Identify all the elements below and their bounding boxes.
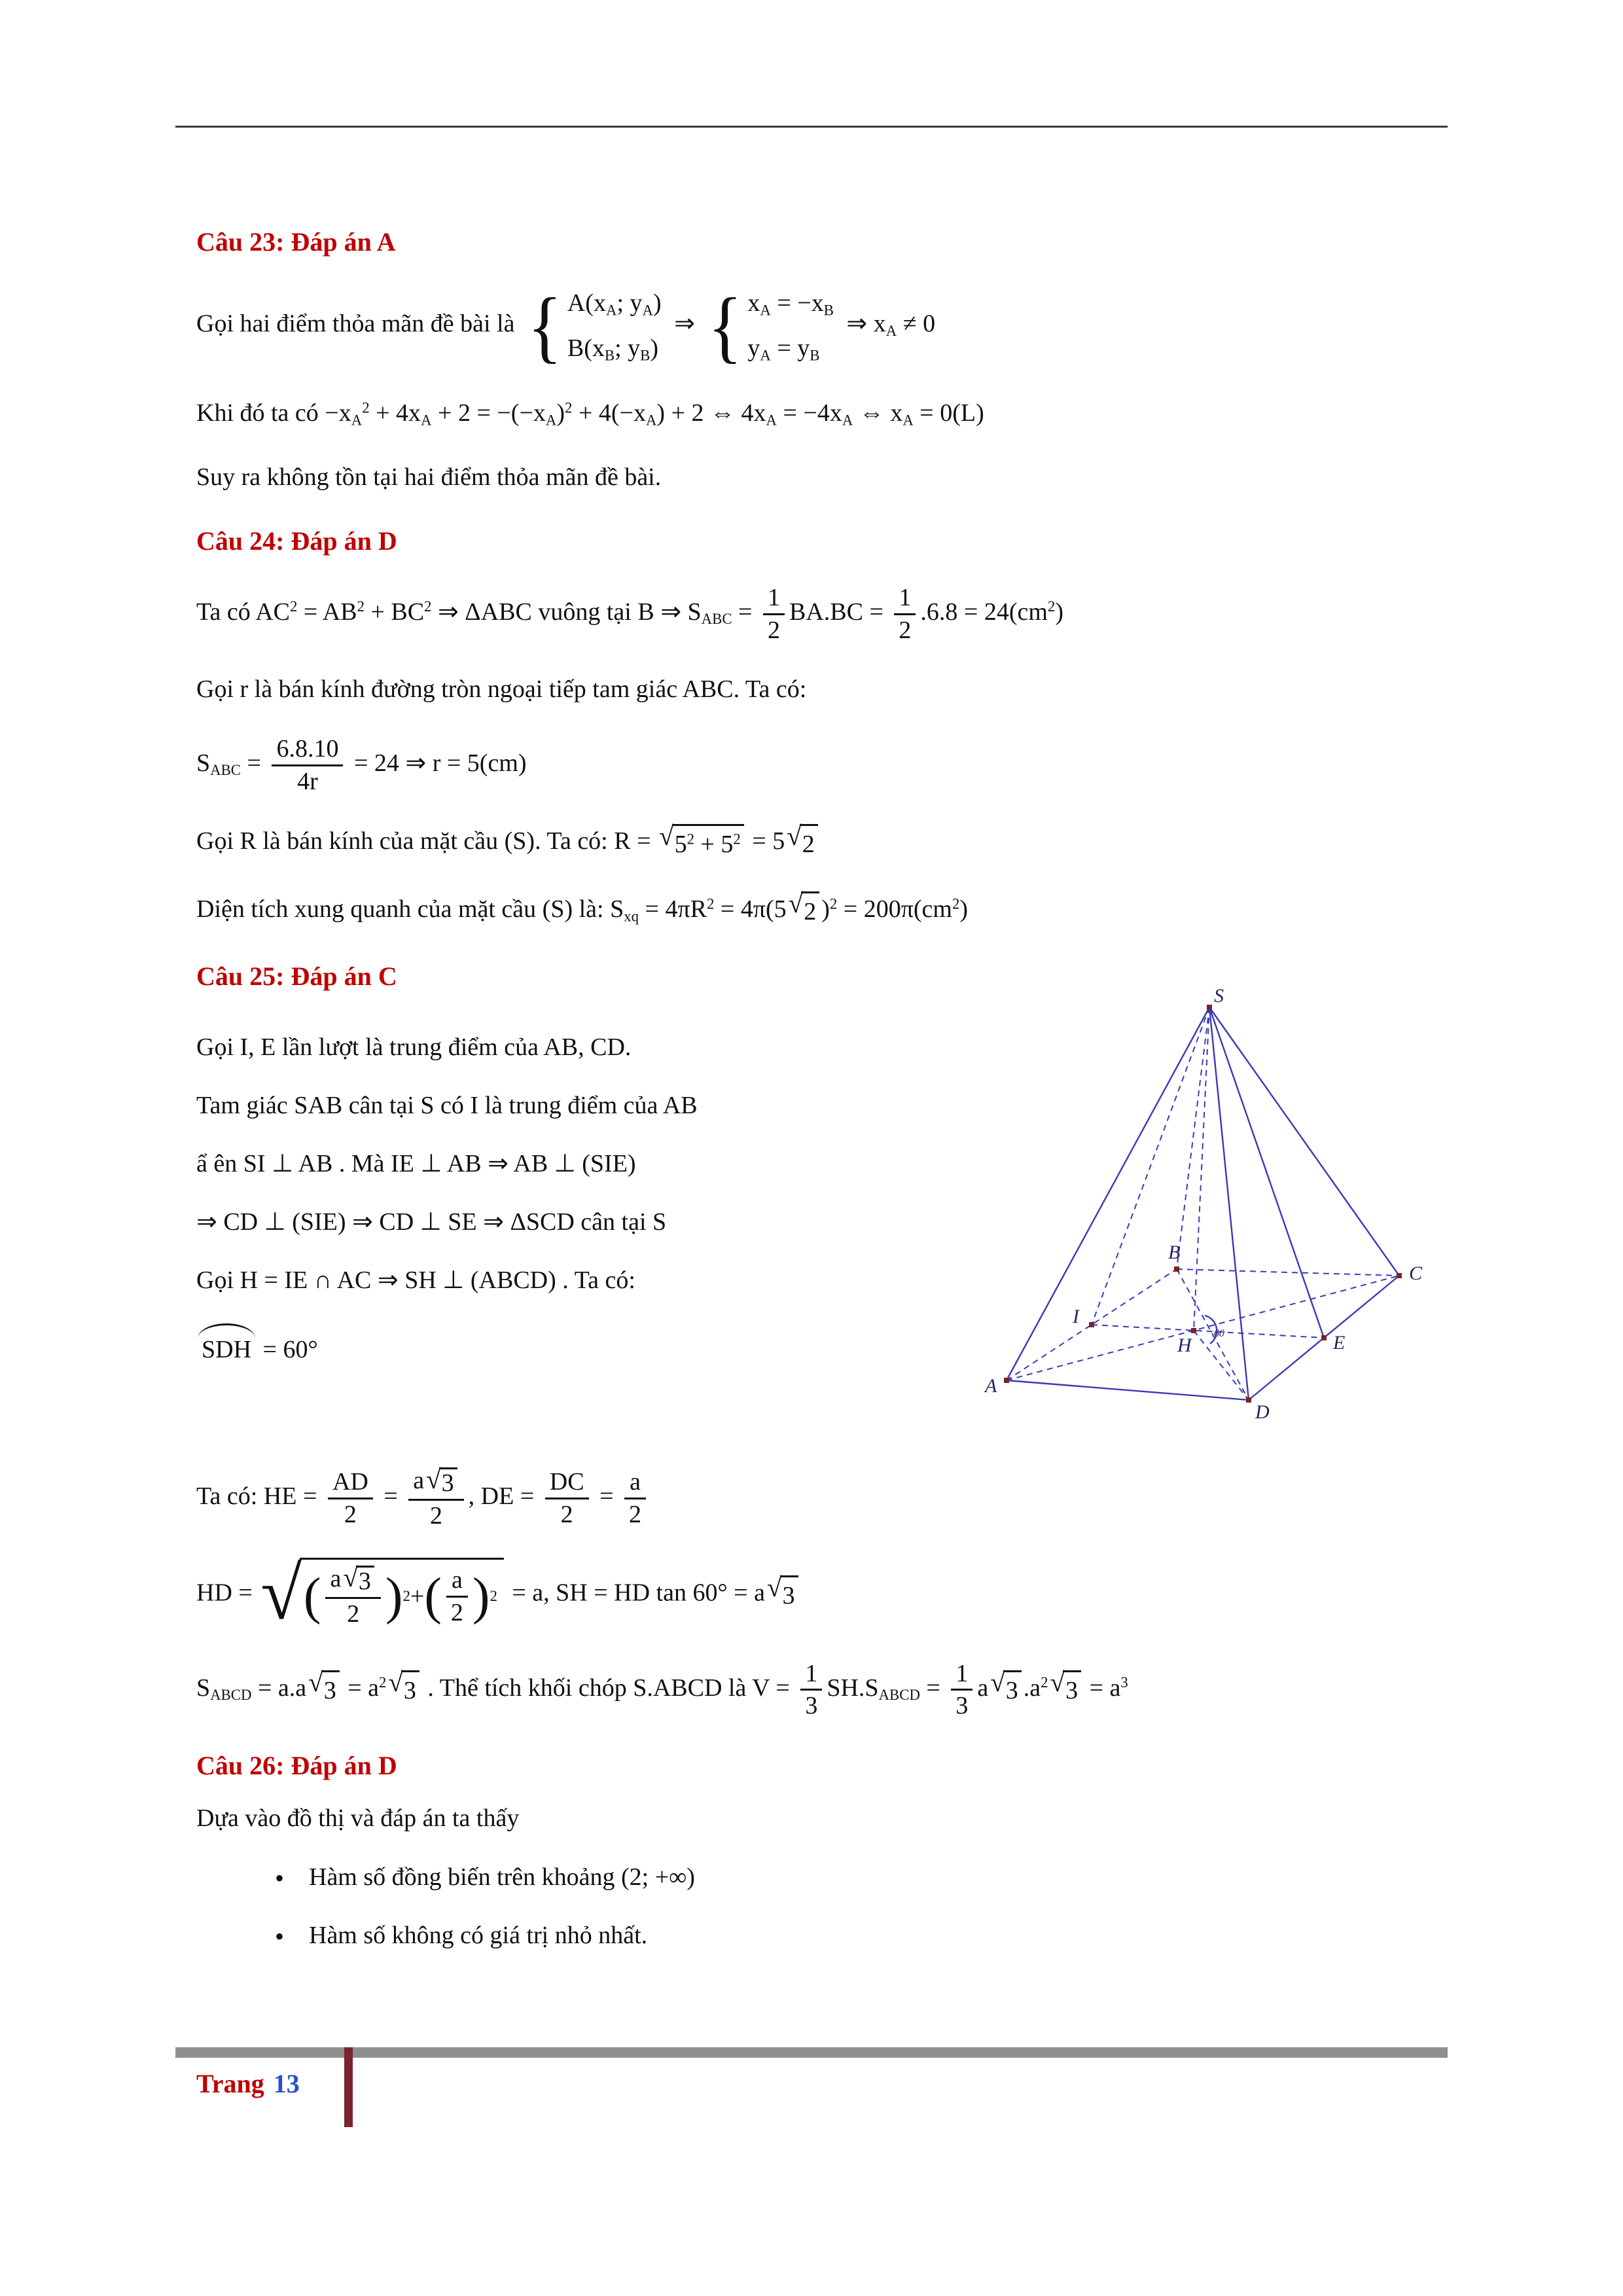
page-number: 13 xyxy=(273,2069,300,2098)
vertex-dot-B xyxy=(1174,1266,1179,1272)
math-line: SDH = 60° xyxy=(196,1326,948,1369)
bullet-item: • Hàm số đồng biến trên khoảng (2; +∞) xyxy=(275,1860,1452,1895)
heading-cau-24: Câu 24: Đáp án D xyxy=(196,526,397,556)
page-footer xyxy=(175,2047,1448,2152)
segment-SI xyxy=(1092,1007,1209,1325)
vertex-dot-H xyxy=(1191,1328,1196,1333)
math-line: $S_{ABC}$ = $\frac{6.8.10}{4r}$ = 24 ⇒ r = 5(cm) xyxy=(196,735,527,795)
heading-cau-23: Câu 23: Đáp án A xyxy=(196,227,396,257)
text-line: Dựa vào đồ thị và đáp án ta thấy xyxy=(196,1804,520,1832)
math-line: Ta có: HE = $\frac{AD}{2}$ = a √ 3 2 , DE = $\frac{DC}{2}$ = $\frac{a}{2}$ xyxy=(196,1467,1452,1530)
section-cau-24 xyxy=(196,526,1452,931)
math-line: Diện tích xung quanh của mặt cầu (S) là: $S_{xq} = 4\pi R^2 = 4\pi(5$ √ 2 )$^2 = 200\pi(cm^2)$ xyxy=(196,891,1452,931)
text-line: Gọi r là bán kính đường tròn ngoại tiếp tam giác ABC. Ta có: xyxy=(196,675,807,704)
bullet-list xyxy=(275,1860,1452,1953)
vertex-label-E: E xyxy=(1333,1331,1346,1354)
math-line: Gọi hai điểm thỏa mãn đề bài là { $A(x_A$; $y_A$) $B(x_B$; $y_B$) ⇒ { $x_A = -x_B$ $y_A = y_B$ ⇒ $x_A \ne 0$ xyxy=(196,281,936,371)
edge-BC xyxy=(1177,1269,1399,1276)
pyramid-diagram xyxy=(948,988,1452,1439)
text-line: ⇒ CD ⊥ (SIE) ⇒ CD ⊥ SE ⇒ ΔSCD cân tại S xyxy=(196,1208,667,1236)
top-rule xyxy=(175,126,1448,128)
vertex-dot-A xyxy=(1004,1378,1009,1383)
math-line: Ta có $AC^2 = AB^2 + BC^2$ ⇒ ΔABC vuông tại B ⇒ $S_{ABC}$ = $\frac{1}{2}$ BA.BC = $\frac{1}{2}$ $.6.8 = 24(cm^2)$ xyxy=(196,584,1063,644)
vertex-label-I: I xyxy=(1073,1305,1079,1327)
bullet-item: • Hàm số không có giá trị nhỏ nhất. xyxy=(275,1918,1452,1953)
segment-HD xyxy=(1194,1331,1249,1400)
section-cau-23 xyxy=(196,226,1452,495)
cau-25-text xyxy=(196,1007,948,1396)
math-line: Gọi R là bán kính của mặt cầu (S). Ta có: R = √ $5^2 + 5^2$ = 5 √ 2 xyxy=(196,823,1452,863)
page-label-word: Trang xyxy=(196,2069,264,2098)
footer-bar xyxy=(175,2047,1448,2058)
edge-SA xyxy=(1007,1007,1209,1380)
text-line: Tam giác SAB cân tại S có I là trung điểm của AB xyxy=(196,1092,698,1120)
segment-SH xyxy=(1194,1007,1209,1331)
vertex-dot-C xyxy=(1397,1273,1402,1278)
vertex-label-B: B xyxy=(1168,1241,1181,1263)
vertex-label-D: D xyxy=(1255,1401,1270,1423)
pyramid-svg xyxy=(948,988,1452,1433)
vertex-dot-E xyxy=(1321,1335,1327,1340)
diagonal-AC xyxy=(1007,1276,1399,1380)
vertex-dot-S xyxy=(1207,1005,1212,1010)
footer-accent-bar xyxy=(344,2047,353,2127)
heading-cau-26: Câu 26: Đáp án D xyxy=(196,1750,397,1780)
vertex-dot-I xyxy=(1089,1322,1094,1327)
math-line: $S_{ABCD} = a.a$ √ 3 = $a^2$ √ 3 . Thể tích khối chóp S.ABCD là V = $\frac{1}{3}$ $SH.S_{ABCD}$ = $\frac{1}{3}$ a √ 3 $.a^2$ √ 3 = $a^3$ xyxy=(196,1659,1128,1720)
vertex-label-H: H xyxy=(1177,1334,1192,1356)
math-line: HD = √ ( a √ 3 2 ) 2 + ( $\frac{a}{2}$ ) 2 = a, SH = HD tan 60° = a √ 3 xyxy=(196,1558,1452,1632)
text-line: Gọi I, E lần lượt là trung điểm của AB, CD. xyxy=(196,1033,632,1061)
vertex-dot-D xyxy=(1246,1397,1251,1403)
page-content xyxy=(196,196,1452,1977)
edge-SB xyxy=(1177,1007,1209,1269)
math-line: Khi đó ta có $-x_A^2 + 4x_A + 2 = -(-x_A)^2 + 4(-x_A) + 2$ ⇔ $4x_A = -4x_A$ ⇔ $x_A = 0(L)$ xyxy=(196,399,984,429)
text-line: ẩ ên SI ⊥ AB . Mà IE ⊥ AB ⇒ AB ⊥ (SIE) xyxy=(196,1150,636,1178)
vertex-label-C: C xyxy=(1409,1262,1423,1284)
vertex-label-S: S xyxy=(1214,987,1224,1007)
angle-label: 60 xyxy=(1214,1327,1224,1339)
text-line: Suy ra không tồn tại hai điểm thỏa mãn đề bài. xyxy=(196,463,662,491)
section-cau-25 xyxy=(196,961,1452,1720)
vertex-label-A: A xyxy=(985,1374,997,1397)
edge-SC xyxy=(1209,1007,1399,1276)
page-label xyxy=(196,2068,300,2099)
section-cau-26 xyxy=(196,1750,1452,1953)
text-line: Gọi H = IE ∩ AC ⇒ SH ⊥ (ABCD) . Ta có: xyxy=(196,1266,635,1295)
edge-AD xyxy=(1007,1380,1249,1400)
heading-cau-25: Câu 25: Đáp án C xyxy=(196,961,397,991)
